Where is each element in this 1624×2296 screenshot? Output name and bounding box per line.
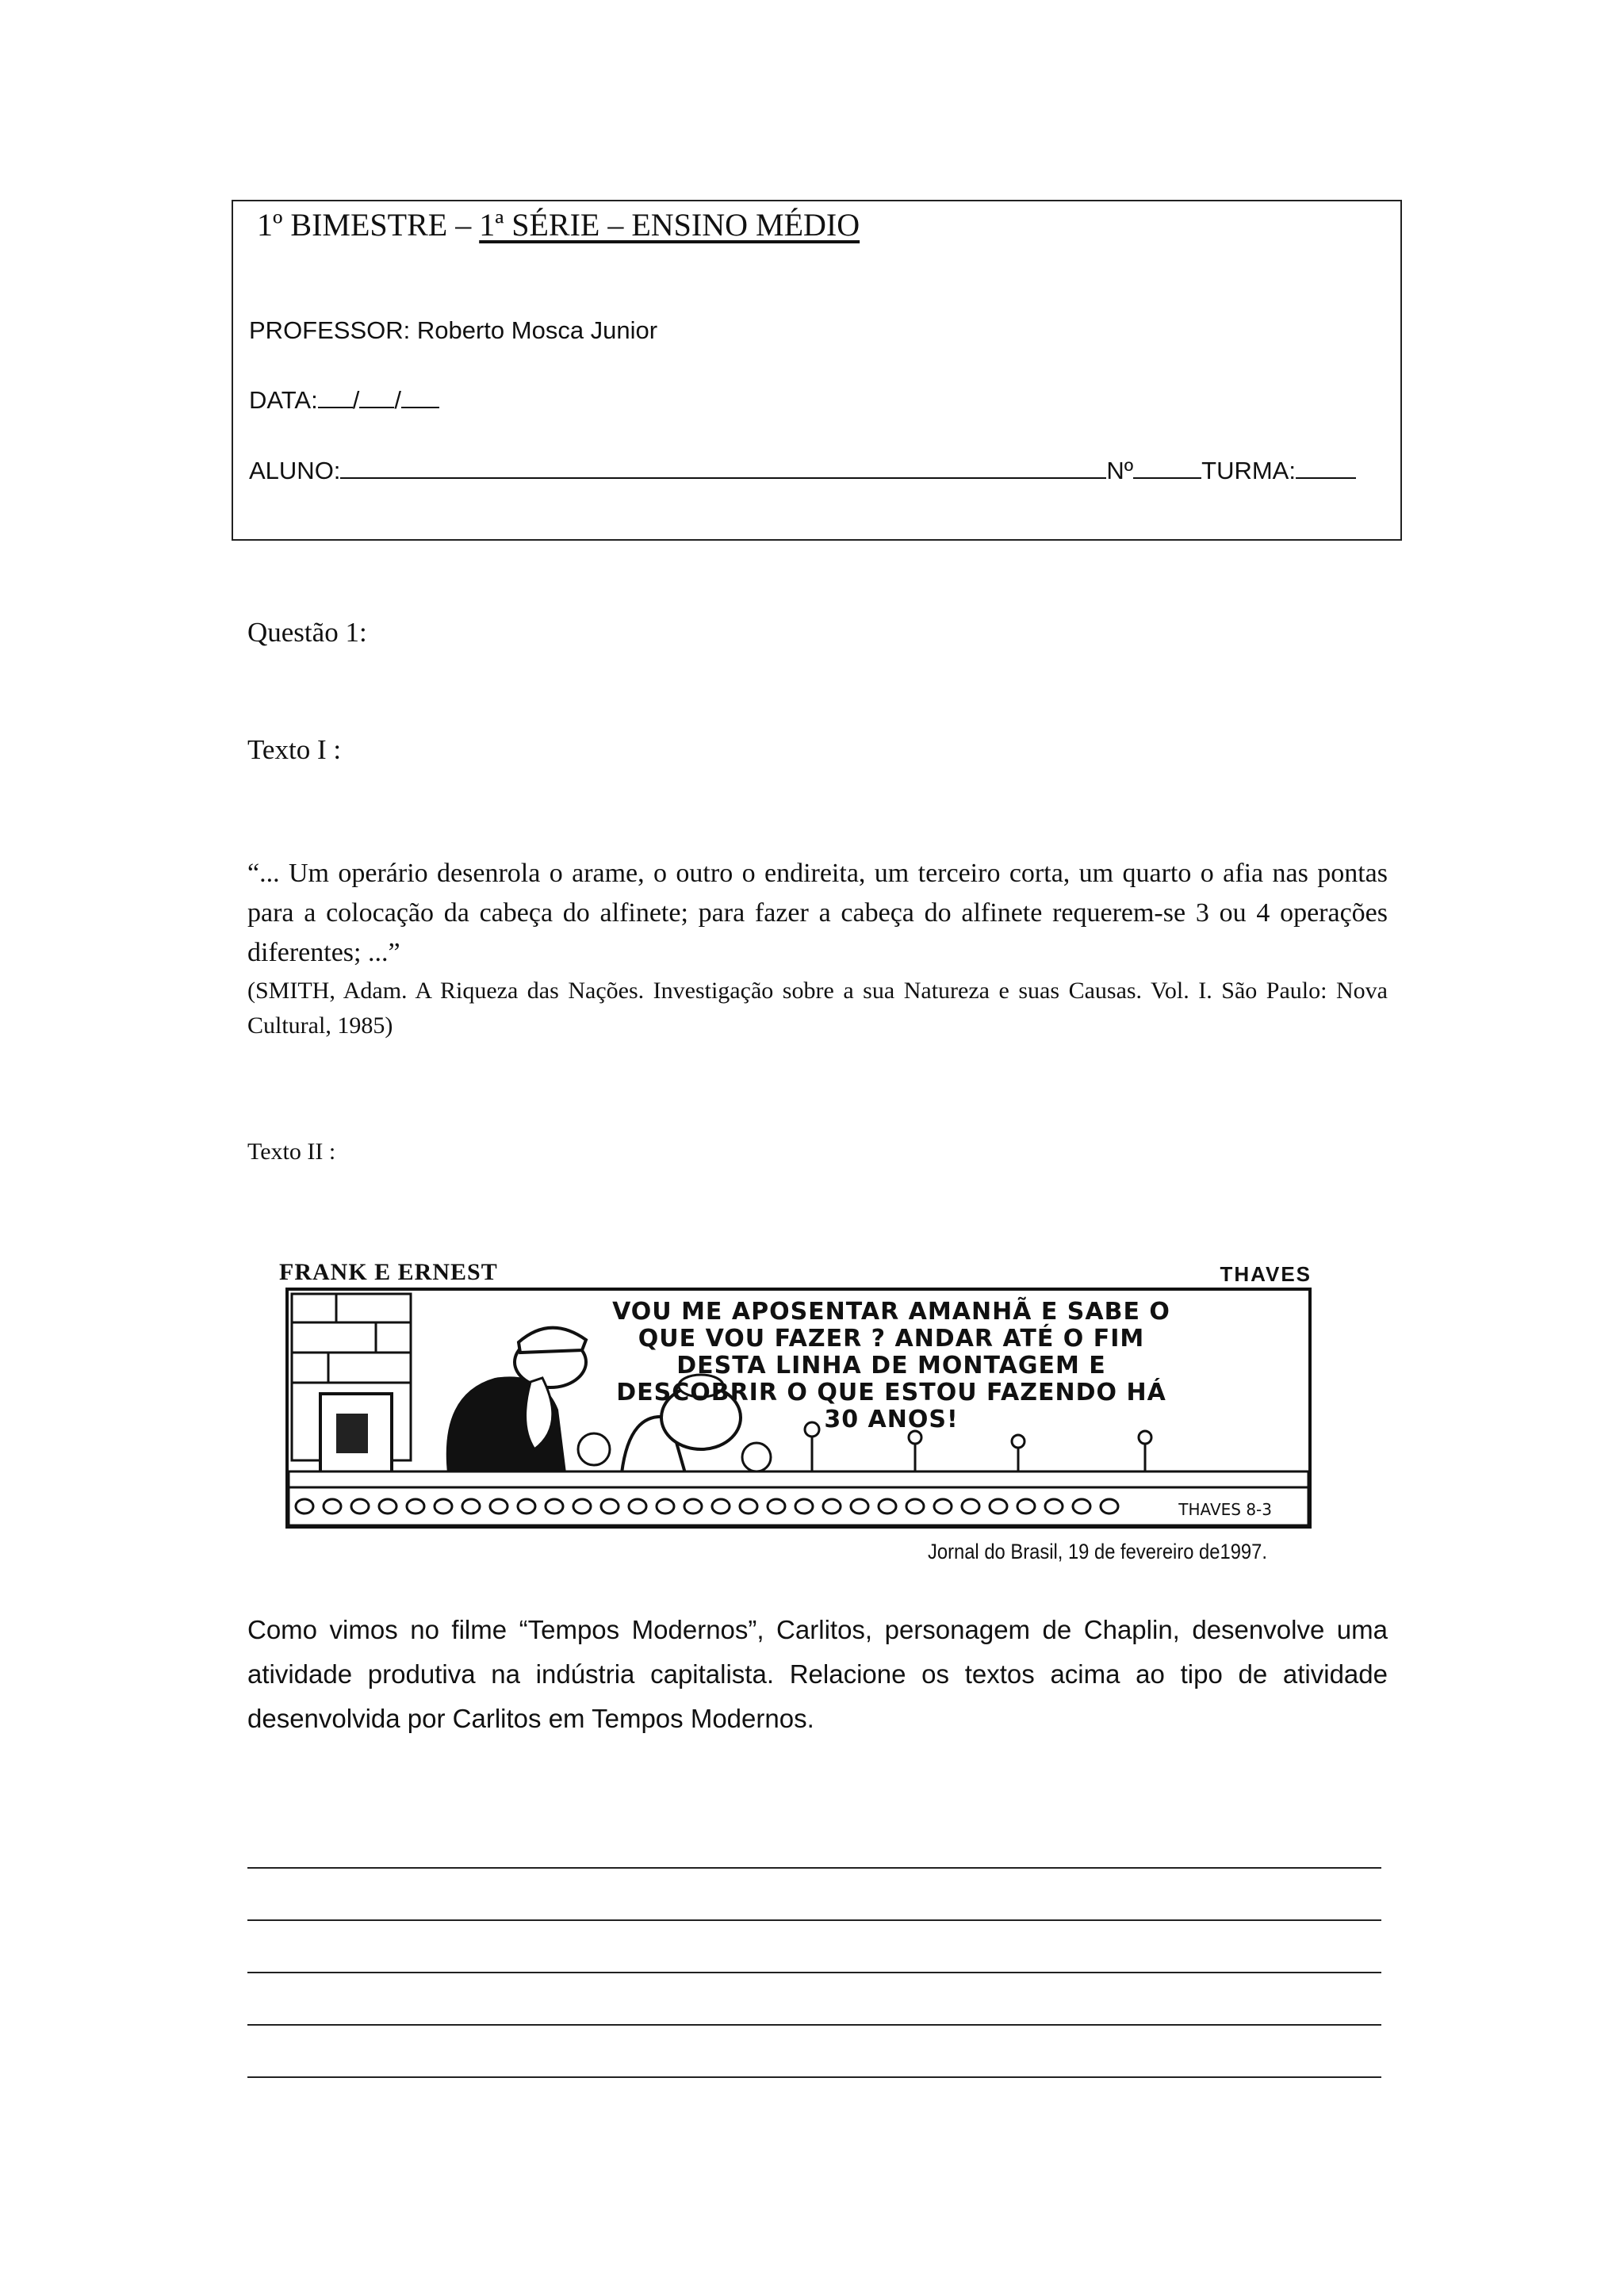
numero-label: Nº: [1106, 457, 1134, 484]
comic-header: [279, 1259, 1312, 1288]
header-title: [257, 206, 860, 243]
answer-line-4[interactable]: [247, 2024, 1381, 2026]
comic-source: Jornal do Brasil, 19 de fevereiro de1997.: [928, 1540, 1267, 1563]
numero-blank[interactable]: [1133, 474, 1201, 479]
comic-title: FRANK E ERNEST: [279, 1259, 498, 1285]
frank-character: [446, 1328, 610, 1473]
turma-blank[interactable]: [1296, 474, 1356, 479]
header-box: [232, 200, 1402, 541]
conveyor-top: [289, 1471, 1308, 1487]
question-label: Questão 1:: [247, 617, 367, 648]
question-prompt: Como vimos no filme “Tempos Modernos”, Carlitos, personagem de Chaplin, desenvolve uma atividade produtiva na indústria capitalista. Relacione os textos acima ao tipo de atividade desenvolvida por Carlitos em Tempos Modernos.: [247, 1615, 1388, 1733]
comic-signature: THAVES 8-3: [1174, 1500, 1277, 1519]
answer-line-3[interactable]: [247, 1972, 1381, 1973]
texto1-label: Texto I :: [247, 734, 342, 765]
comic-speech-balloon: VOU ME APOSENTAR AMANHÃ E SABE O QUE VOU FAZER ? ANDAR ATÉ O FIM DESTA LINHA DE MONTAGEM E DESCOBRIR O QUE ESTOU FAZENDO HÁ 30 ANOS!: [612, 1298, 1170, 1433]
student-line: [249, 457, 1356, 485]
date-day-blank[interactable]: [318, 404, 353, 408]
date-line: DATA: / /: [249, 386, 439, 415]
date-label: DATA:: [249, 386, 318, 414]
aluno-label: ALUNO:: [249, 457, 341, 484]
answer-line-2[interactable]: [247, 1919, 1381, 1921]
answer-line-5[interactable]: [247, 2076, 1381, 2078]
professor-line: PROFESSOR: Roberto Mosca Junior: [249, 316, 658, 344]
smith-citation: (SMITH, Adam. A Riqueza das Nações. Investigação sobre a sua Natureza e suas Causas. Vol. I. São Paulo: Nova Cultural, 1985): [247, 978, 1388, 1039]
turma-label: TURMA:: [1201, 457, 1296, 484]
conveyor-belt: [289, 1487, 1308, 1525]
smith-quote: “... Um operário desenrola o arame, o outro o endireita, um terceiro corta, um quarto o afia nas pontas para a colocação da cabeça do alfinete; para fazer a cabeça do alfinete requerem-se 3 ou 4 operações diferentes; ...”: [247, 859, 1388, 967]
machine-window-figure: [336, 1414, 368, 1453]
aluno-name-blank[interactable]: [340, 474, 1106, 479]
header-title-series: 1ª SÉRIE – ENSINO MÉDIO: [479, 207, 860, 243]
answer-line-1[interactable]: [247, 1867, 1381, 1869]
date-year-blank[interactable]: [401, 404, 439, 408]
date-month-blank[interactable]: [359, 404, 394, 408]
header-title-prefix: 1º BIMESTRE –: [257, 207, 480, 243]
texto2-label: Texto II :: [247, 1138, 336, 1165]
comic-strip: [279, 1259, 1312, 1529]
comic-panel: [285, 1288, 1312, 1529]
comic-author: THAVES: [1220, 1262, 1312, 1286]
